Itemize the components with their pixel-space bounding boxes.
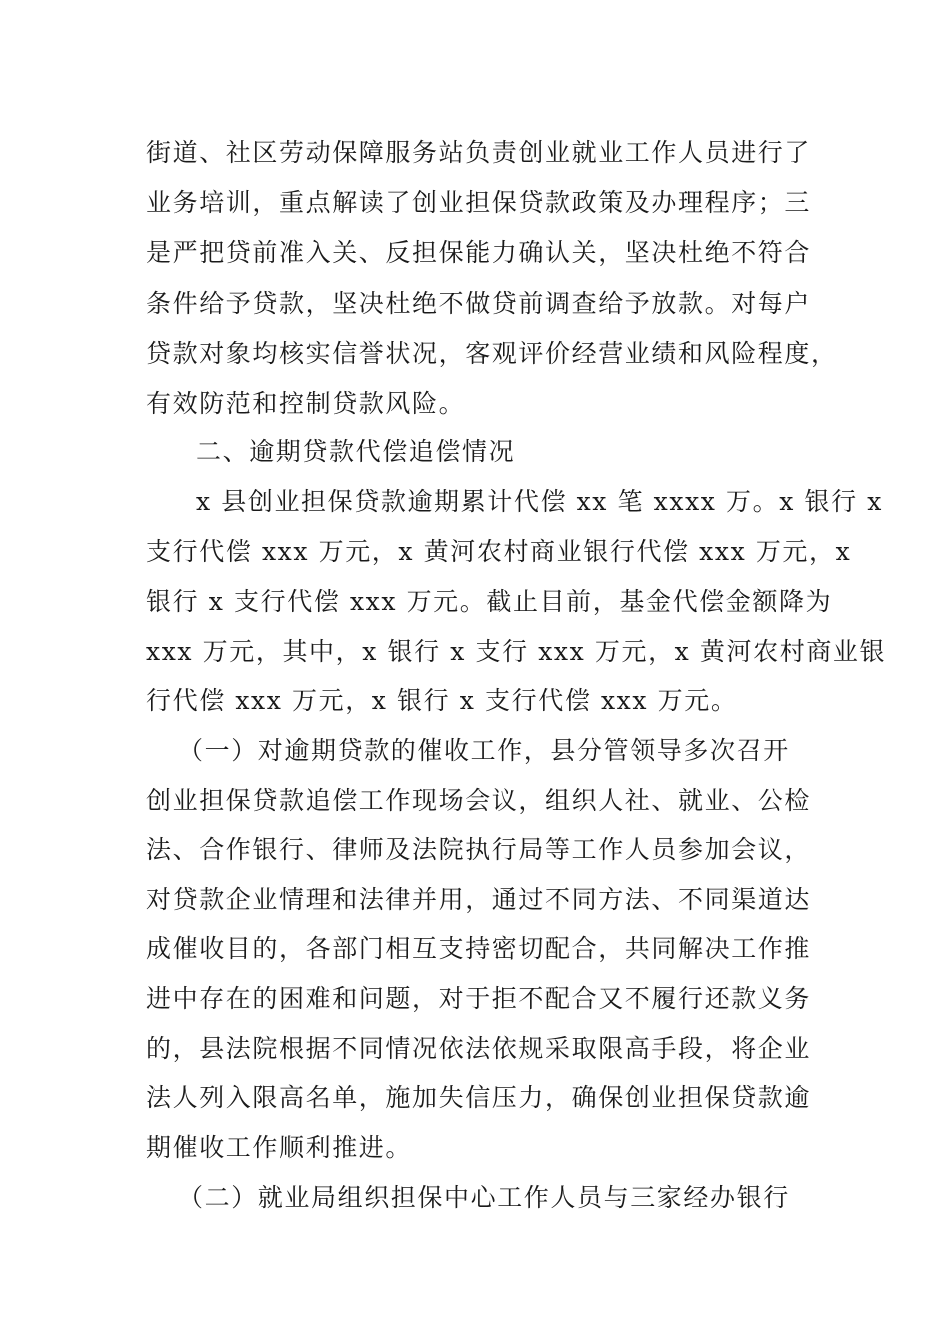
body-text-line: 是严把贷前准入关、反担保能力确认关，坚决杜绝不符合 bbox=[146, 238, 812, 267]
body-text-line: 条件给予贷款，坚决杜绝不做贷前调查给予放款。对每户 bbox=[146, 289, 812, 318]
body-text-line: 行代偿 xxx 万元，x 银行 x 支行代偿 xxx 万元。 bbox=[146, 686, 738, 715]
body-text-line: 支行代偿 xxx 万元，x 黄河农村商业银行代偿 xxx 万元，x bbox=[146, 537, 852, 566]
body-text-line: 进中存在的困难和问题，对于拒不配合又不履行还款义务 bbox=[146, 984, 812, 1013]
body-text-line: x 县创业担保贷款逾期累计代偿 xx 笔 xxxx 万。x 银行 x bbox=[196, 487, 883, 516]
subsection-paragraph-start: （一）对逾期贷款的催收工作，县分管领导多次召开 bbox=[178, 736, 790, 765]
body-text-line: 贷款对象均核实信誉状况，客观评价经营业绩和风险程度， bbox=[146, 339, 838, 368]
subsection-paragraph-start: （二）就业局组织担保中心工作人员与三家经办银行 bbox=[178, 1183, 790, 1212]
body-text-line: 期催收工作顺利推进。 bbox=[146, 1133, 413, 1162]
body-text-line: 对贷款企业情理和法律并用，通过不同方法、不同渠道达 bbox=[146, 885, 812, 914]
section-heading: 二、逾期贷款代偿追偿情况 bbox=[196, 437, 516, 466]
body-text-line: 法、合作银行、律师及法院执行局等工作人员参加会议， bbox=[146, 835, 812, 864]
body-text-line: xxx 万元，其中，x 银行 x 支行 xxx 万元，x 黄河农村商业银 bbox=[146, 637, 887, 666]
body-text-line: 业务培训，重点解读了创业担保贷款政策及办理程序；三 bbox=[146, 188, 812, 217]
body-text-line: 街道、社区劳动保障服务站负责创业就业工作人员进行了 bbox=[146, 138, 812, 167]
body-text-line: 的，县法院根据不同情况依法依规采取限高手段，将企业 bbox=[146, 1034, 812, 1063]
body-text-line: 成催收目的，各部门相互支持密切配合，共同解决工作推 bbox=[146, 934, 812, 963]
body-text-line: 银行 x 支行代偿 xxx 万元。截止目前，基金代偿金额降为 bbox=[146, 587, 833, 616]
body-text-line: 法人列入限高名单，施加失信压力，确保创业担保贷款逾 bbox=[146, 1083, 812, 1112]
body-text-line: 有效防范和控制贷款风险。 bbox=[146, 389, 466, 418]
body-text-line: 创业担保贷款追偿工作现场会议，组织人社、就业、公检 bbox=[146, 786, 812, 815]
